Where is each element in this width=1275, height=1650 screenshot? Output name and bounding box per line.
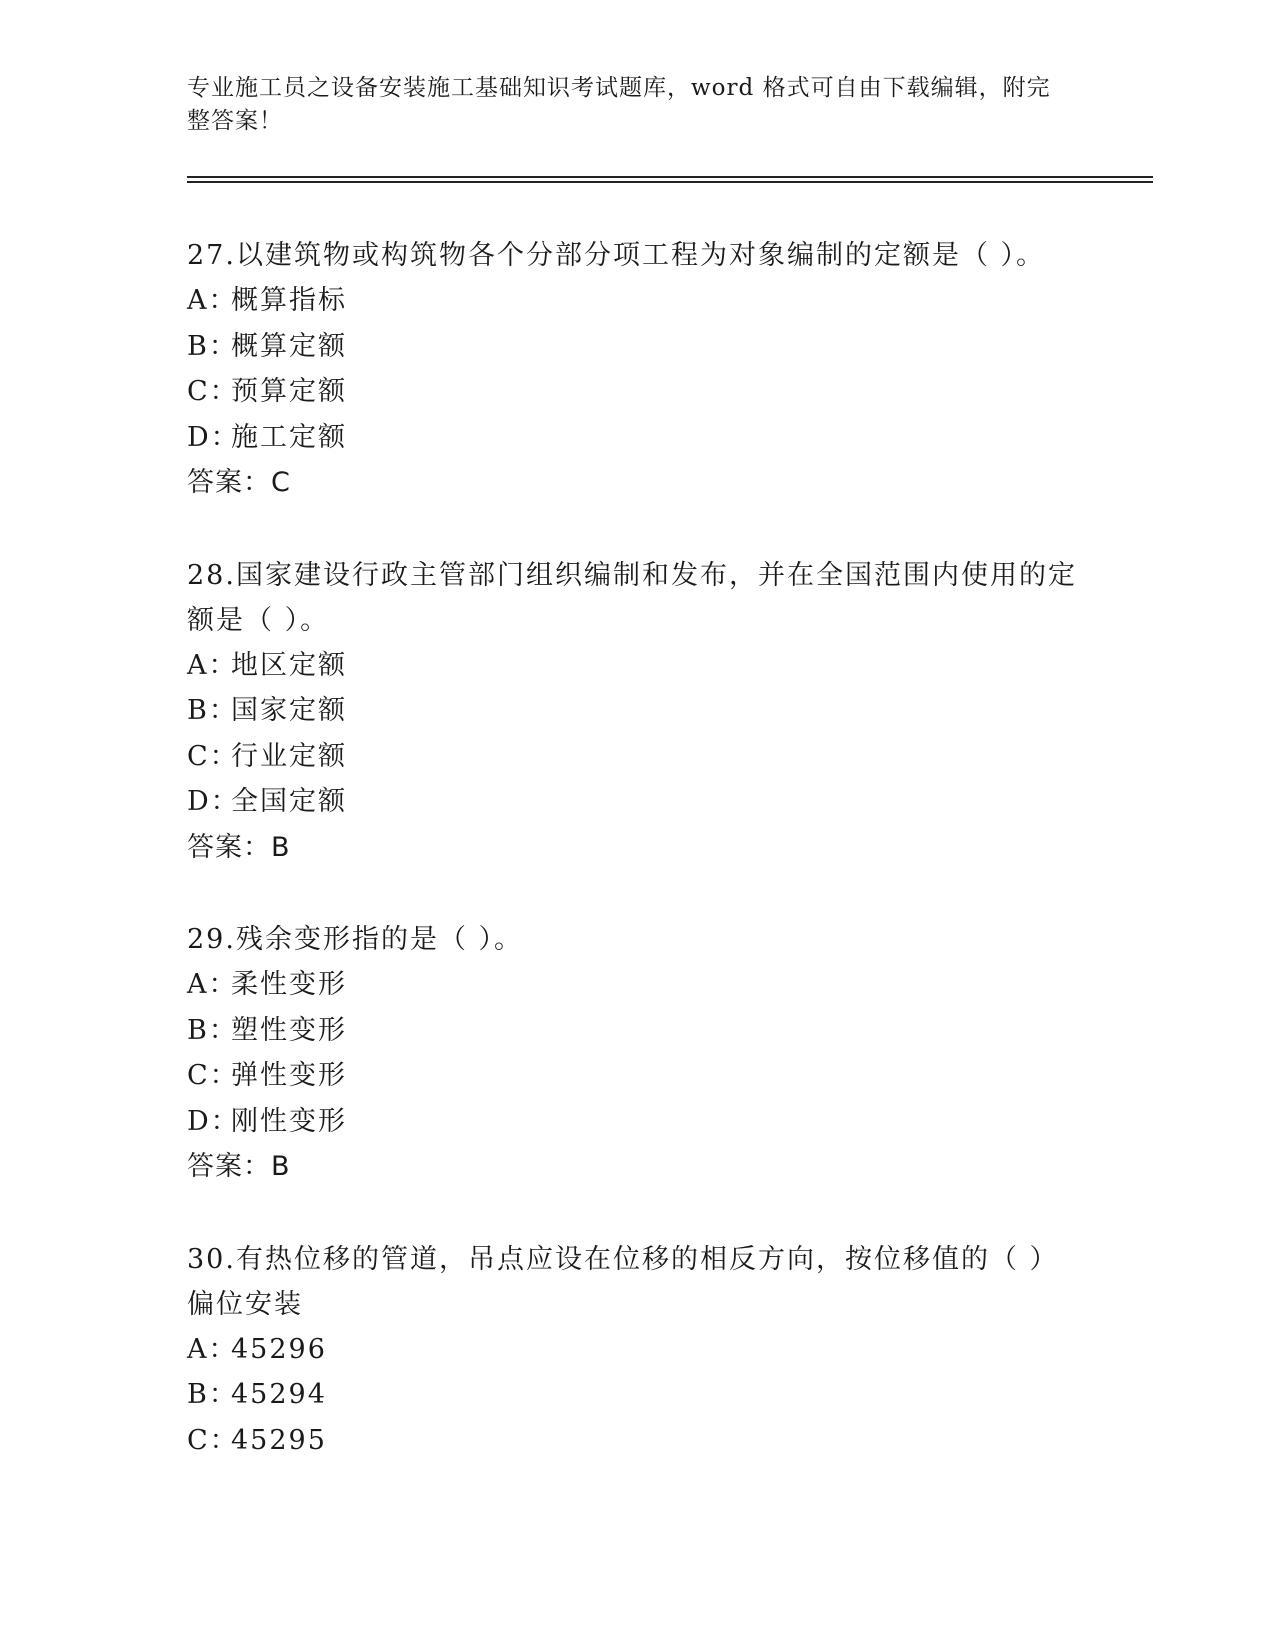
- option-text: 45294: [231, 1379, 327, 1410]
- option-label: C：: [187, 376, 239, 407]
- option-label: B：: [187, 695, 238, 726]
- header-divider-bottom: [187, 181, 1153, 183]
- option-text: 概算指标: [231, 285, 347, 316]
- option-text: 施工定额: [231, 421, 347, 453]
- question-text: 28.国家建设行政主管部门组织编制和发布，并在全国范围内使用的定额是（ ）。: [187, 559, 1077, 636]
- option-label: A：: [187, 1333, 238, 1365]
- option-text: 45296: [231, 1333, 327, 1365]
- option-label: D：: [187, 786, 240, 817]
- option-text: 全国定额: [231, 786, 347, 817]
- option-label: C：: [187, 740, 239, 772]
- option-text: 45295: [231, 1424, 327, 1456]
- question-text: 27.以建筑物或构筑物各个分部分项工程为对象编制的定额是（ ）。: [187, 240, 1046, 271]
- option-c: [187, 1418, 1087, 1464]
- option-label: B：: [187, 1014, 238, 1046]
- option-a: [187, 962, 1087, 1008]
- answer-line: 答案：B: [187, 831, 291, 863]
- option-text: 刚性变形: [231, 1105, 347, 1137]
- question-text: 30.有热位移的管道，吊点应设在位移的相反方向，按位移值的（ ）偏位安装: [187, 1243, 1059, 1320]
- option-a: [187, 643, 1087, 689]
- question-text: 29.残余变形指的是（ ）。: [187, 924, 524, 955]
- option-c: [187, 1053, 1087, 1099]
- option-label: D：: [187, 421, 240, 453]
- option-b: [187, 324, 1087, 370]
- header-divider-top: [187, 176, 1153, 178]
- answer-line: 答案：C: [187, 467, 291, 498]
- option-text: 预算定额: [231, 376, 347, 407]
- option-label: B：: [187, 1379, 238, 1410]
- option-text: 概算定额: [231, 330, 347, 362]
- option-text: 柔性变形: [231, 969, 347, 1000]
- option-label: A：: [187, 285, 238, 316]
- option-label: A：: [187, 969, 238, 1000]
- document-header: 专业施工员之设备安装施工基础知识考试题库，word 格式可自由下载编辑，附完整答案！: [187, 75, 1051, 134]
- option-a: [187, 278, 1087, 324]
- option-b: [187, 688, 1087, 734]
- option-text: 国家定额: [231, 695, 347, 726]
- option-label: B：: [187, 330, 238, 362]
- option-d: [187, 415, 1087, 461]
- question-29: [187, 917, 1087, 1190]
- question-27: [187, 233, 1087, 506]
- question-30: [187, 1237, 1087, 1464]
- option-c: [187, 734, 1087, 780]
- option-b: [187, 1008, 1087, 1054]
- option-a: [187, 1327, 1087, 1373]
- option-label: C：: [187, 1424, 239, 1456]
- option-text: 行业定额: [231, 740, 347, 772]
- option-label: A：: [187, 649, 238, 681]
- option-text: 地区定额: [231, 649, 347, 681]
- answer-line: 答案：B: [187, 1151, 291, 1182]
- option-label: C：: [187, 1060, 239, 1091]
- option-d: [187, 1099, 1087, 1145]
- option-b: [187, 1372, 1087, 1418]
- option-label: D：: [187, 1105, 240, 1137]
- option-c: [187, 369, 1087, 415]
- option-text: 塑性变形: [231, 1014, 347, 1046]
- question-28: [187, 553, 1087, 871]
- option-text: 弹性变形: [231, 1060, 347, 1091]
- option-d: [187, 779, 1087, 825]
- question-list: [187, 233, 1087, 1510]
